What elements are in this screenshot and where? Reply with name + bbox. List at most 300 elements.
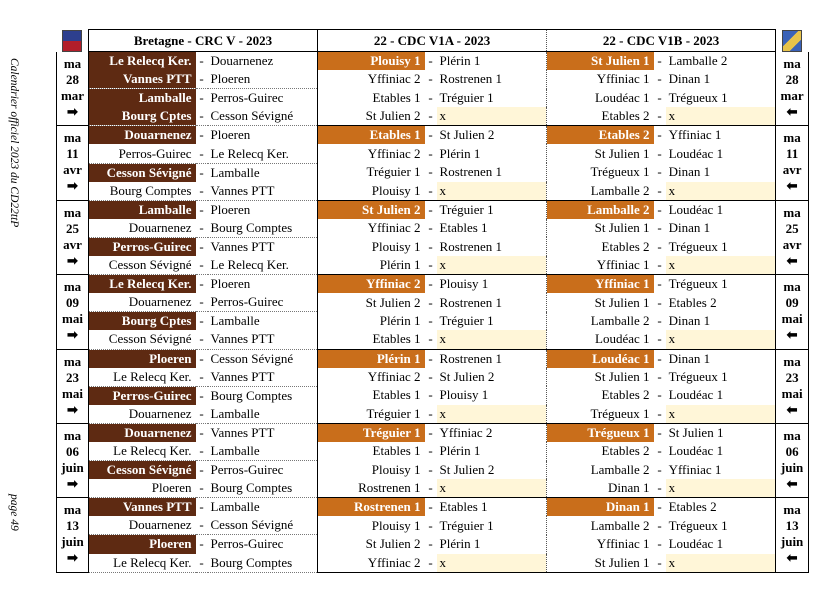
fixture-row (57, 200, 809, 219)
crc-away-team: Cesson Sévigné (208, 516, 318, 535)
v1a-home-team: Tréguier 1 (318, 163, 425, 182)
v1b-separator: - (657, 350, 662, 366)
right-arrow-icon: ➡ (67, 252, 78, 268)
fixture-row (57, 182, 809, 201)
v1a-home-team: St Julien 2 (318, 293, 425, 312)
v1a-separator: - (428, 443, 433, 459)
crc-separator: - (199, 350, 204, 366)
crc-away-team: Ploeren (210, 127, 251, 143)
crc-away-team: Bourg Comptes (208, 219, 318, 238)
crc-separator: - (196, 182, 208, 201)
fixture-row (57, 52, 809, 71)
fixture-row (57, 498, 809, 517)
v1b-home-team: St Julien 1 (547, 368, 654, 387)
v1a-separator: - (425, 182, 437, 201)
v1b-separator: - (657, 53, 662, 69)
v1b-separator: - (657, 461, 662, 477)
calendar-side-caption: Calendrier officiel 2023 du CD22ttP (8, 58, 20, 228)
crc-home-team: Lamballe (89, 200, 196, 219)
v1a-separator: - (428, 424, 433, 440)
fixture-row (57, 554, 809, 573)
v1a-separator: - (428, 313, 433, 329)
v1a-separator: - (428, 220, 433, 236)
crc-away-team: Ploeren (210, 201, 251, 217)
date-num: 06 (785, 443, 799, 459)
v1b-bye-marker: x (666, 405, 776, 424)
date-num: 09 (66, 295, 79, 311)
date-day: ma (783, 502, 801, 518)
v1b-separator: - (657, 313, 662, 329)
v1a-separator: - (428, 238, 433, 254)
date-day: ma (63, 353, 82, 369)
fixtures-table (56, 29, 809, 573)
crc-home-team: Perros-Guirec (89, 386, 196, 405)
crc-home-team: Ploeren (89, 535, 196, 554)
v1a-separator: - (428, 536, 433, 552)
crc-home-team: Ploeren (89, 349, 196, 368)
date-num: 23 (66, 369, 79, 385)
fixture-row (57, 107, 809, 126)
crc-separator: - (196, 516, 208, 535)
crc-away-team: Lamballe (210, 499, 260, 515)
v1a-away-team: Plérin 1 (439, 145, 481, 161)
date-day: ma (63, 279, 82, 295)
v1a-home-team: Yffiniac 2 (318, 368, 425, 387)
crc-away-team: Lamballe (210, 313, 260, 329)
v1b-home-team: Dinan 1 (547, 479, 654, 498)
crc-separator: - (196, 70, 208, 89)
date-num: 11 (66, 146, 79, 162)
fixture-row (57, 256, 809, 275)
crc-separator: - (199, 313, 204, 329)
right-arrow-icon: ➡ (67, 550, 78, 566)
crc-separator: - (196, 256, 208, 275)
crc-away-team: Cesson Sévigné (210, 350, 294, 366)
date-num: 28 (66, 71, 79, 87)
crc-away-team: Vannes PTT (210, 424, 275, 440)
fixture-row (57, 70, 809, 89)
v1b-bye-marker: x (666, 256, 776, 275)
v1b-bye-marker: x (666, 554, 776, 573)
crc-home-team: Ploeren (89, 479, 196, 498)
v1b-home-team: Trégueux 1 (547, 423, 654, 442)
v1a-away-team: Rostrenen 1 (439, 238, 502, 254)
v1a-bye-marker: x (437, 182, 547, 201)
v1b-separator: - (654, 479, 666, 498)
crc-home-team: Le Relecq Ker. (89, 442, 196, 461)
crc-away-team: Vannes PTT (208, 330, 318, 349)
crc-separator: - (199, 238, 204, 254)
crc-away-team: Perros-Guirec (210, 90, 284, 106)
v1b-away-team: Loudéac 1 (668, 443, 724, 459)
v1a-home-team: Tréguier 1 (318, 405, 425, 424)
v1b-separator: - (657, 276, 662, 292)
date-month: mai (62, 385, 83, 401)
v1b-home-team: Yffiniac 1 (547, 275, 654, 294)
v1b-separator: - (657, 127, 662, 143)
v1a-home-team: Plouisy 1 (318, 52, 425, 71)
v1b-home-team: Lamballe 2 (547, 312, 654, 331)
crc-away-team: Lamballe (210, 164, 260, 180)
v1b-away-team: Lamballe 2 (668, 53, 728, 69)
left-arrow-icon: ⬅ (786, 252, 798, 268)
v1a-home-team: Etables 1 (318, 442, 425, 461)
date-month: avr (782, 162, 802, 178)
right-arrow-icon: ➡ (67, 401, 78, 417)
crc-away-team: Le Relecq Ker. (208, 256, 318, 275)
v1a-home-team: Tréguier 1 (318, 423, 425, 442)
date-num: 23 (785, 369, 799, 385)
crc-separator: - (199, 387, 204, 403)
round-date-left (57, 349, 89, 423)
date-num: 06 (66, 443, 79, 459)
crc-home-team: Le Relecq Ker. (89, 52, 196, 71)
v1b-away-team: Trégueux 1 (668, 517, 728, 533)
v1a-separator: - (428, 387, 433, 403)
v1b-separator: - (654, 182, 666, 201)
round-date-right (776, 200, 809, 274)
v1a-away-team: Rostrenen 1 (439, 71, 502, 87)
v1b-separator: - (654, 256, 666, 275)
date-num: 09 (785, 295, 799, 311)
v1b-bye-marker: x (666, 479, 776, 498)
v1b-away-team: Loudéac 1 (668, 145, 724, 161)
v1b-separator: - (657, 220, 662, 236)
crc-separator: - (199, 90, 204, 106)
v1b-away-team: Trégueux 1 (668, 368, 728, 384)
v1b-away-team: Etables 2 (668, 499, 717, 515)
v1a-separator: - (428, 53, 433, 69)
crc-home-team: Bourg Comptes (89, 182, 196, 201)
v1a-bye-marker: x (437, 256, 547, 275)
date-month: mai (62, 311, 83, 327)
v1b-bye-marker: x (666, 330, 776, 349)
round-date-left (57, 126, 89, 200)
v1b-away-team: St Julien 1 (668, 424, 724, 440)
date-month: avr (63, 236, 82, 252)
crc-away-team: Vannes PTT (210, 238, 275, 254)
crc-separator: - (199, 164, 204, 180)
v1b-home-team: Etables 2 (547, 237, 654, 256)
v1b-away-team: Etables 2 (668, 294, 717, 310)
crc-home-team: Bourg Cptes (89, 312, 196, 331)
fixture-row (57, 423, 809, 442)
fixture-row (57, 516, 809, 535)
crc-separator: - (199, 276, 204, 292)
round-date-right (776, 498, 809, 572)
v1a-away-team: Yffiniac 2 (439, 424, 493, 440)
date-month: juin (780, 459, 804, 475)
v1b-separator: - (657, 424, 662, 440)
crc-separator: - (196, 144, 208, 163)
round-date-left (57, 423, 89, 497)
crc-away-team: Lamballe (208, 442, 318, 461)
crc-separator: - (199, 424, 204, 440)
v1b-separator: - (657, 387, 662, 403)
v1a-bye-marker: x (437, 330, 547, 349)
crc-separator: - (196, 405, 208, 424)
date-day: ma (63, 130, 82, 146)
v1b-home-team: Loudéac 1 (547, 349, 654, 368)
v1a-home-team: Etables 1 (318, 126, 425, 145)
left-arrow-icon: ⬅ (786, 401, 798, 417)
date-day: ma (783, 279, 801, 295)
v1a-home-team: Yffiniac 2 (318, 144, 425, 163)
v1a-home-team: St Julien 2 (318, 107, 425, 126)
crc-separator: - (199, 53, 204, 69)
date-month: mai (781, 311, 803, 327)
v1a-away-team: Plérin 1 (439, 536, 481, 552)
v1a-home-team: Etables 1 (318, 89, 425, 108)
crc-home-team: Vannes PTT (89, 70, 196, 89)
date-month: mai (781, 385, 803, 401)
v1b-home-team: Yffiniac 1 (547, 535, 654, 554)
crc-away-team: Ploeren (208, 70, 318, 89)
crc-away-team: Vannes PTT (208, 182, 318, 201)
fixture-row (57, 275, 809, 294)
header-v1b: 22 - CDC V1B - 2023 (547, 30, 776, 52)
v1b-away-team: Yffiniac 1 (668, 461, 722, 477)
crc-separator: - (199, 462, 204, 478)
v1a-separator: - (428, 294, 433, 310)
crc-home-team: Bourg Cptes (89, 107, 196, 126)
v1a-separator: - (425, 405, 437, 424)
round-date-right (776, 423, 809, 497)
v1a-away-team: St Julien 2 (439, 368, 495, 384)
v1b-home-team: St Julien 1 (547, 219, 654, 238)
right-arrow-icon: ➡ (67, 327, 78, 343)
date-day: ma (783, 427, 801, 443)
v1b-away-team: Yffiniac 1 (668, 127, 722, 143)
v1b-separator: - (654, 330, 666, 349)
v1a-away-team: Rostrenen 1 (439, 294, 502, 310)
crc-home-team: Lamballe (89, 89, 196, 108)
v1a-separator: - (428, 276, 433, 292)
v1a-home-team: Rostrenen 1 (318, 498, 425, 517)
v1b-home-team: St Julien 1 (547, 293, 654, 312)
header-crc: Bretagne - CRC V - 2023 (89, 30, 318, 52)
v1a-away-team: Tréguier 1 (439, 517, 494, 533)
fixture-row (57, 386, 809, 405)
fixture-row (57, 89, 809, 108)
v1b-home-team: Lamballe 2 (547, 182, 654, 201)
crc-away-team: Perros-Guirec (210, 462, 284, 478)
v1b-separator: - (657, 201, 662, 217)
crc-away-team: Ploeren (210, 276, 251, 292)
crc-home-team: Cesson Sévigné (89, 163, 196, 182)
v1b-separator: - (657, 89, 662, 105)
v1a-separator: - (428, 350, 433, 366)
date-day: ma (783, 130, 801, 146)
fixture-row (57, 535, 809, 554)
v1a-away-team: Etables 1 (439, 499, 488, 515)
v1a-separator: - (428, 517, 433, 533)
v1a-separator: - (428, 461, 433, 477)
v1a-home-team: St Julien 2 (318, 200, 425, 219)
fixture-row (57, 442, 809, 461)
date-num: 28 (785, 71, 799, 87)
v1b-away-team: Dinan 1 (668, 71, 711, 87)
crc-separator: - (199, 127, 204, 143)
v1b-home-team: Yffiniac 1 (547, 256, 654, 275)
v1b-away-team: Loudéac 1 (668, 387, 724, 403)
v1a-home-team: Yffiniac 2 (318, 554, 425, 573)
v1b-away-team: Dinan 1 (668, 164, 711, 180)
v1a-separator: - (425, 479, 437, 498)
date-day: ma (783, 204, 801, 220)
v1b-bye-marker: x (666, 107, 776, 126)
v1b-away-team: Dinan 1 (668, 220, 711, 236)
v1a-separator: - (428, 145, 433, 161)
v1b-home-team: St Julien 1 (547, 52, 654, 71)
v1b-separator: - (657, 443, 662, 459)
crc-away-team: Bourg Comptes (210, 387, 293, 403)
v1a-away-team: Tréguier 1 (439, 313, 494, 329)
v1a-home-team: Yffiniac 2 (318, 219, 425, 238)
crc-separator: - (196, 368, 208, 387)
v1a-home-team: Plouisy 1 (318, 461, 425, 480)
left-arrow-icon: ⬅ (786, 550, 798, 566)
v1a-home-team: Etables 1 (318, 386, 425, 405)
header-row (57, 30, 809, 52)
crc-away-team: Lamballe (208, 405, 318, 424)
v1b-away-team: Dinan 1 (668, 313, 711, 329)
v1a-away-team: Rostrenen 1 (439, 164, 502, 180)
crc-home-team: Perros-Guirec (89, 144, 196, 163)
v1b-separator: - (657, 71, 662, 87)
fixture-row (57, 405, 809, 424)
crc-home-team: Vannes PTT (89, 498, 196, 517)
date-month: mar (780, 87, 804, 103)
crc-separator: - (196, 219, 208, 238)
v1b-away-team: Loudéac 1 (668, 201, 724, 217)
v1a-away-team: St Julien 2 (439, 461, 495, 477)
crc-separator: - (199, 499, 204, 515)
left-arrow-icon: ⬅ (786, 475, 798, 491)
v1b-home-team: Etables 2 (547, 442, 654, 461)
crc-home-team: Perros-Guirec (89, 237, 196, 256)
fixture-row (57, 237, 809, 256)
v1a-bye-marker: x (437, 107, 547, 126)
v1b-separator: - (657, 164, 662, 180)
crc-home-team: Douarnenez (89, 293, 196, 312)
fixture-row (57, 349, 809, 368)
fixture-row (57, 163, 809, 182)
v1a-bye-marker: x (437, 554, 547, 573)
round-date-right (776, 349, 809, 423)
v1a-separator: - (425, 107, 437, 126)
crc-home-team: Cesson Sévigné (89, 461, 196, 480)
date-day: ma (63, 427, 82, 443)
right-arrow-icon: ➡ (67, 178, 78, 194)
date-num: 25 (785, 220, 799, 236)
v1b-home-team: Trégueux 1 (547, 163, 654, 182)
date-month: avr (63, 162, 82, 178)
v1b-away-team: Trégueux 1 (668, 238, 728, 254)
date-num: 25 (66, 220, 79, 236)
date-month: juin (780, 534, 804, 550)
v1b-separator: - (657, 145, 662, 161)
v1b-separator: - (654, 554, 666, 573)
date-num: 13 (785, 518, 799, 534)
v1b-bye-marker: x (666, 182, 776, 201)
v1b-separator: - (657, 499, 662, 515)
crc-away-team: Perros-Guirec (208, 293, 318, 312)
v1b-home-team: Trégueux 1 (547, 405, 654, 424)
crc-away-team: Le Relecq Ker. (208, 144, 318, 163)
crc-away-team: Vannes PTT (208, 368, 318, 387)
v1a-separator: - (428, 201, 433, 217)
v1b-home-team: Lamballe 2 (547, 516, 654, 535)
v1a-bye-marker: x (437, 479, 547, 498)
crc-separator: - (196, 554, 208, 573)
v1b-away-team: Trégueux 1 (668, 276, 728, 292)
v1a-away-team: Plérin 1 (439, 443, 481, 459)
round-date-left (57, 52, 89, 126)
v1b-separator: - (657, 238, 662, 254)
date-day: ma (63, 204, 82, 220)
v1b-home-team: Etables 2 (547, 107, 654, 126)
crc-away-team: Cesson Sévigné (208, 107, 318, 126)
v1a-away-team: Tréguier 1 (439, 201, 494, 217)
crc-home-team: Douarnenez (89, 423, 196, 442)
v1b-separator: - (657, 294, 662, 310)
v1b-home-team: Etables 2 (547, 126, 654, 145)
v1b-separator: - (657, 536, 662, 552)
v1b-separator: - (657, 517, 662, 533)
v1a-home-team: Yffiniac 2 (318, 275, 425, 294)
crc-separator: - (199, 201, 204, 217)
v1b-home-team: Loudéac 1 (547, 330, 654, 349)
crc-home-team: Douarnenez (89, 126, 196, 145)
crc-away-team: Douarnenez (210, 53, 274, 69)
v1a-home-team: St Julien 2 (318, 535, 425, 554)
fixture-row (57, 126, 809, 145)
crc-home-team: Douarnenez (89, 405, 196, 424)
crc-separator: - (196, 107, 208, 126)
crc-home-team: Douarnenez (89, 516, 196, 535)
v1a-separator: - (428, 127, 433, 143)
v1a-away-team: Tréguier 1 (439, 89, 494, 105)
v1b-home-team: St Julien 1 (547, 144, 654, 163)
crc-home-team: Le Relecq Ker. (89, 275, 196, 294)
date-num: 11 (785, 146, 799, 162)
v1a-away-team: Plouisy 1 (439, 276, 489, 292)
v1b-home-team: St Julien 1 (547, 554, 654, 573)
right-arrow-icon: ➡ (67, 103, 78, 119)
v1b-separator: - (657, 368, 662, 384)
header-v1a: 22 - CDC V1A - 2023 (318, 30, 547, 52)
crc-home-team: Cesson Sévigné (89, 256, 196, 275)
v1a-away-team: St Julien 2 (439, 127, 495, 143)
v1a-separator: - (425, 330, 437, 349)
date-day: ma (783, 353, 801, 369)
crc-home-team: Le Relecq Ker. (89, 554, 196, 573)
date-month: juin (61, 459, 84, 475)
v1a-away-team: Rostrenen 1 (439, 350, 502, 366)
v1a-away-team: Plouisy 1 (439, 387, 489, 403)
date-month: mar (60, 87, 85, 103)
v1a-home-team: Plérin 1 (318, 256, 425, 275)
page-number: page 49 (8, 494, 20, 531)
fixture-row (57, 144, 809, 163)
crc-separator: - (196, 442, 208, 461)
v1a-bye-marker: x (437, 405, 547, 424)
v1b-separator: - (654, 107, 666, 126)
v1a-separator: - (425, 256, 437, 275)
v1a-home-team: Plérin 1 (318, 312, 425, 331)
crc-separator: - (196, 293, 208, 312)
